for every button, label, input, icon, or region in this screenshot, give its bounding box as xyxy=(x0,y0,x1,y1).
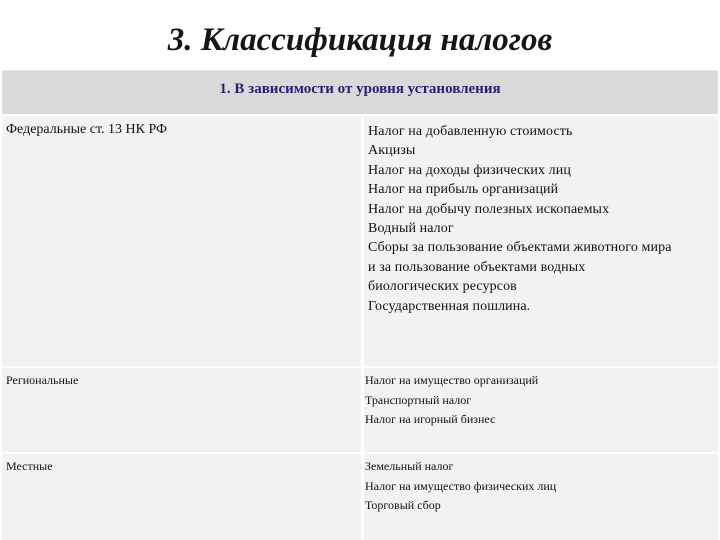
tax-item: Акцизы xyxy=(368,143,416,159)
column-divider xyxy=(361,116,364,366)
column-divider xyxy=(361,454,364,540)
tax-item: и за пользование объектами водных xyxy=(368,259,586,275)
table-row-local xyxy=(2,454,718,540)
tax-list-regional xyxy=(365,371,715,430)
tax-item: Налог на добавленную стоимость xyxy=(368,124,573,139)
tax-item: Налог на прибыль организаций xyxy=(368,182,559,198)
row-label-local: Местные xyxy=(6,459,53,473)
row-label-federal: Федеральные ст. 13 НК РФ xyxy=(6,122,168,137)
tax-item: Торговый сбор xyxy=(365,498,441,512)
slide-title: 3. Классификация налогов xyxy=(167,22,553,58)
tax-list-local xyxy=(365,457,715,516)
tax-item: Земельный налог xyxy=(365,459,454,473)
table-header xyxy=(2,70,718,114)
tax-item: Транспортный налог xyxy=(365,392,472,407)
tax-item: биологических ресурсов xyxy=(368,279,517,295)
table-header-text: 1. В зависимости от уровня установления xyxy=(219,81,501,97)
table-row-regional xyxy=(2,368,718,452)
tax-item: Налог на игорный бизнес xyxy=(365,412,496,426)
tax-item: Налог на доходы физических лиц xyxy=(368,162,571,178)
row-label-regional: Региональные xyxy=(6,373,79,387)
table-row-federal xyxy=(2,116,718,366)
tax-item: Налог на имущество физических лиц xyxy=(365,478,557,493)
tax-item: Сборы за пользование объектами животного мира xyxy=(368,240,672,256)
column-divider xyxy=(361,368,364,452)
tax-item: Налог на добычу полезных ископаемых xyxy=(368,201,610,217)
tax-item: Водный налог xyxy=(368,221,454,237)
tax-item: Государственная пошлина. xyxy=(368,298,531,314)
tax-item: Налог на имущество организаций xyxy=(365,373,539,387)
tax-list-federal xyxy=(368,122,718,316)
